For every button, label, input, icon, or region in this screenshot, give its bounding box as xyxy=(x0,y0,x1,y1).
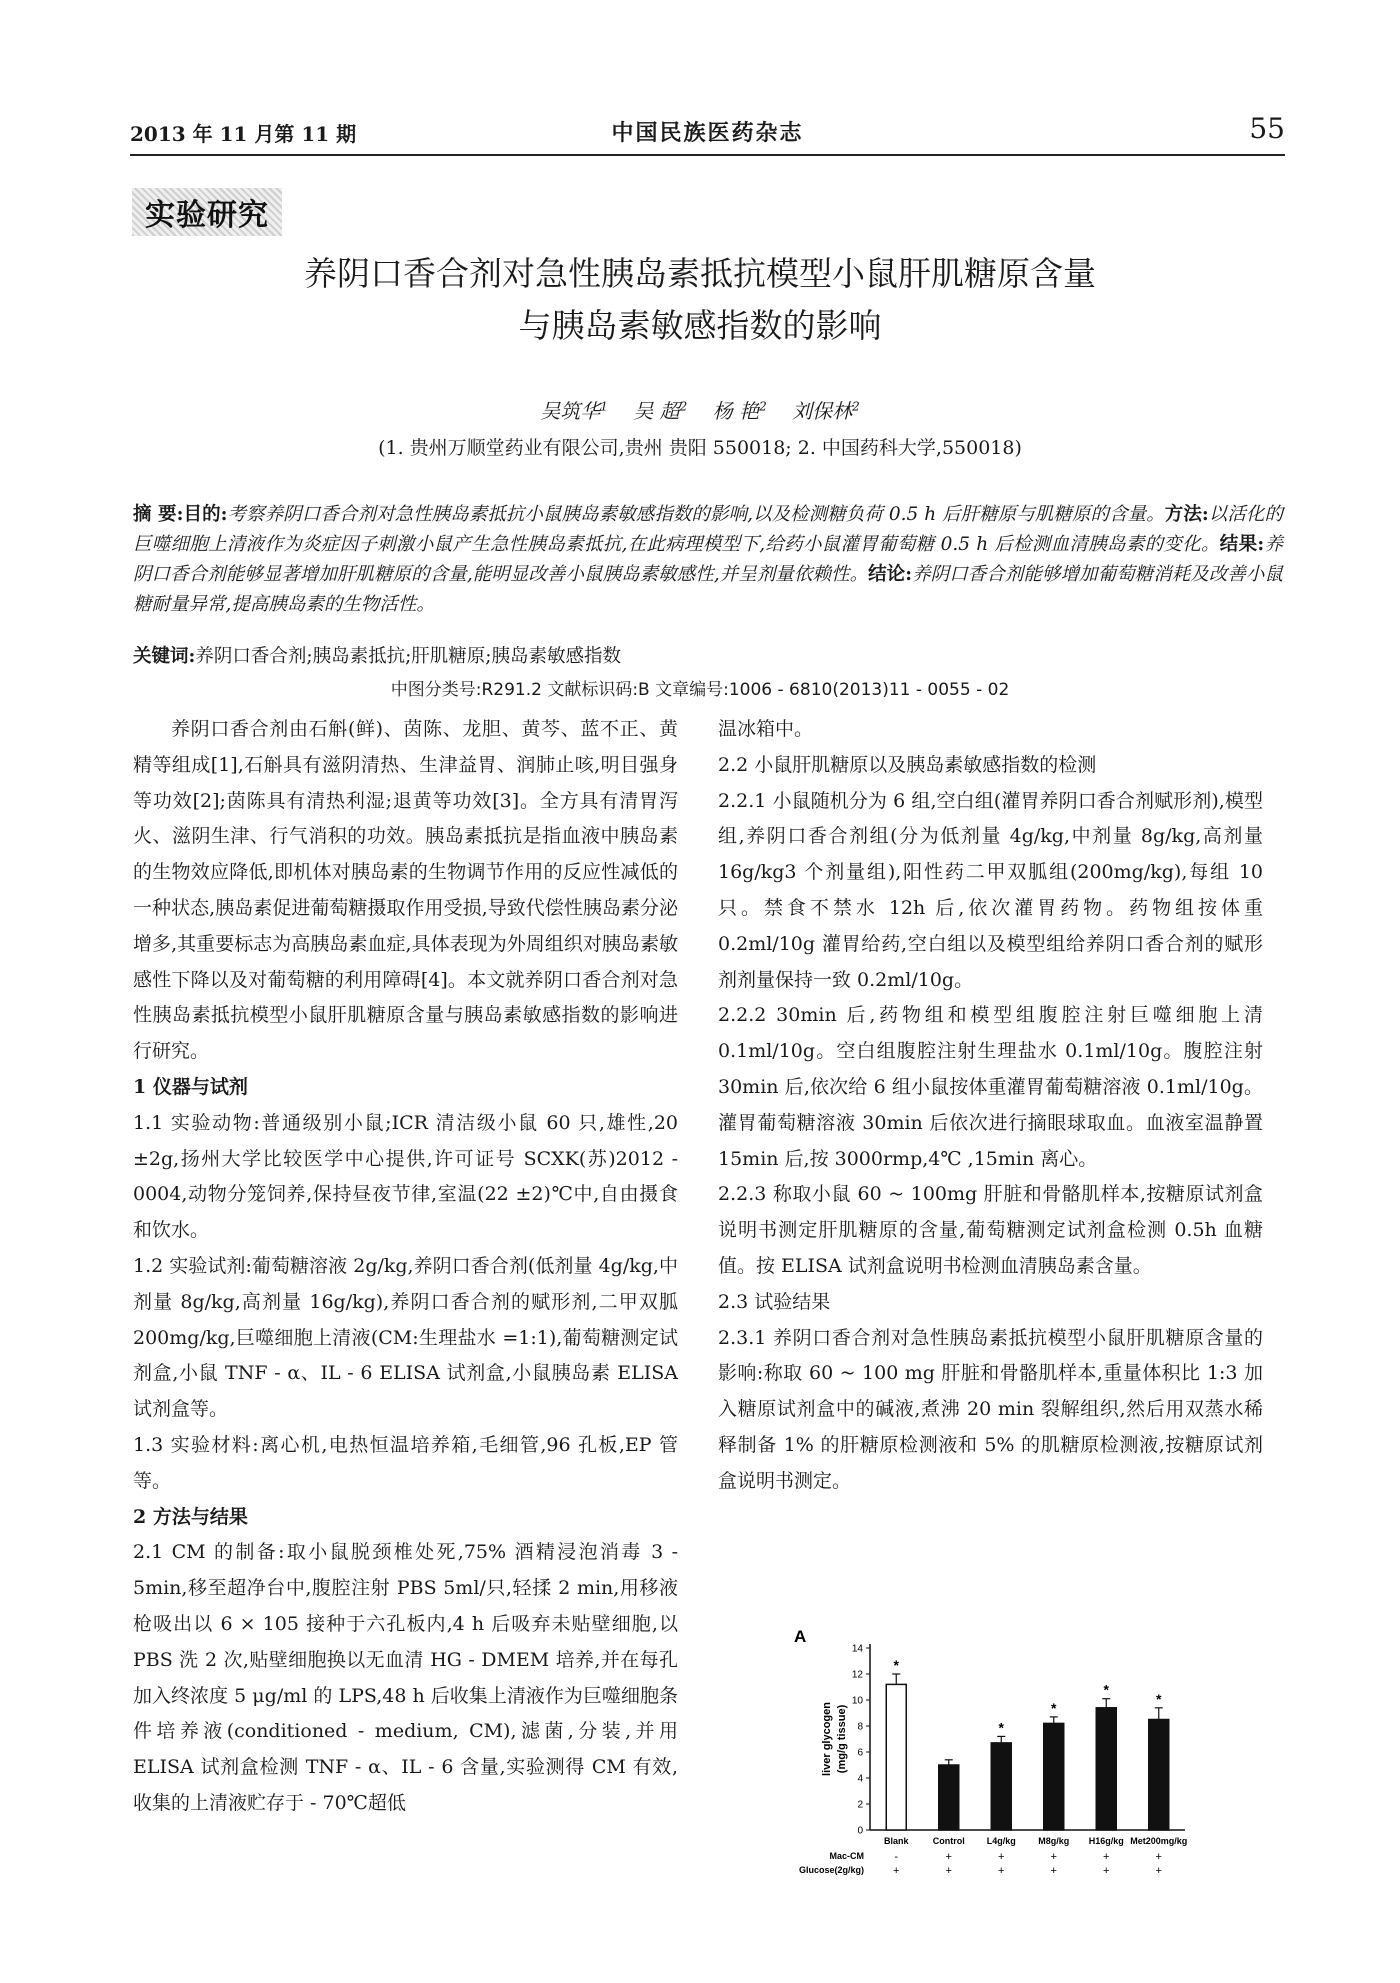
significance-marker: * xyxy=(893,1657,899,1673)
row2-sign: + xyxy=(1155,1865,1162,1877)
y-tick-label: 8 xyxy=(857,1721,863,1733)
article-title xyxy=(150,248,1250,352)
author-sup: 2 xyxy=(759,399,767,414)
bar xyxy=(939,1765,959,1830)
body-paragraph: 2.2.2 30min 后,药物组和模型组腹腔注射巨噬细胞上清 0.1ml/10g。空白组腹腔注射生理盐水 0.1ml/10g。腹腔注射 30min 后,依次给 6 组小鼠按体重灌胃葡萄糖溶液 0.1ml/10g。灌胃葡萄糖溶液 30min 后依次进行摘眼球取血。血液室温静置 15min 后,按 3000rmp,4℃ ,15min 离心。 xyxy=(718,1004,1263,1170)
section-tag xyxy=(132,188,282,236)
section-heading: 1 仪器与试剂 xyxy=(133,1075,248,1098)
y-tick-label: 4 xyxy=(857,1773,863,1785)
running-header xyxy=(130,112,1285,156)
panel-label: A xyxy=(794,1627,807,1646)
method-label: 方法: xyxy=(1164,504,1209,525)
y-tick-label: 0 xyxy=(857,1825,863,1837)
row1-sign: - xyxy=(894,1851,899,1863)
issue-label: 2013 年 11 月第 11 期 xyxy=(130,122,357,146)
figure-liver-glycogen xyxy=(790,1620,1190,1950)
significance-marker: * xyxy=(998,1719,1004,1736)
page-number: 55 xyxy=(1249,112,1285,145)
row2-sign: + xyxy=(945,1865,952,1877)
keywords-label: 关键词: xyxy=(133,646,196,667)
row1-sign: + xyxy=(998,1851,1005,1863)
body-paragraph: 2.3 试验结果 xyxy=(718,1290,831,1313)
objective-label: 目的: xyxy=(183,504,228,525)
significance-marker: * xyxy=(1103,1681,1109,1698)
abstract xyxy=(133,500,1283,620)
abstract-label: 摘 要: xyxy=(133,504,184,525)
y-tick-label: 14 xyxy=(851,1643,863,1655)
row2-sign: + xyxy=(998,1865,1005,1877)
section-heading: 2 方法与结果 xyxy=(133,1505,248,1528)
y-tick-label: 10 xyxy=(851,1695,863,1707)
row1-sign: + xyxy=(1155,1851,1162,1863)
bar xyxy=(1149,1720,1169,1831)
y-axis-label-line1: liver glycogen xyxy=(821,1702,833,1776)
right-column xyxy=(718,712,1263,1500)
x-tick-label: Blank xyxy=(883,1836,909,1846)
body-paragraph: 2.3.1 养阴口香合剂对急性胰岛素抵抗模型小鼠肝肌糖原含量的影响:称取 60 ~ 100 mg 肝脏和骨骼肌样本,重量体积比 1:3 加入糖原试剂盒中的碱液,煮沸 20 min 裂解组织,然后用双蒸水稀释制备 1% 的肝糖原检测液和 5% 的肌糖原检测液,按糖原试剂盒说明书测定。 xyxy=(718,1326,1263,1492)
body-paragraph: 1.3 实验材料:离心机,电热恒温培养箱,毛细管,96 孔板,EP 管等。 xyxy=(133,1433,678,1492)
bar xyxy=(1044,1723,1064,1830)
x-tick-label: L4g/kg xyxy=(986,1836,1016,1846)
row1-sign: + xyxy=(1103,1851,1110,1863)
body-paragraph: 1.1 实验动物:普通级别小鼠;ICR 清洁级小鼠 60 只,雄性,20 ±2g,扬州大学比较医学中心提供,许可证号 SCXK(苏)2012 - 0004,动物分笼饲养,保持昼夜节律,室温(22 ±2)℃中,自由摄食和饮水。 xyxy=(133,1111,678,1242)
y-tick-label: 2 xyxy=(857,1799,863,1811)
row2-sign: + xyxy=(1103,1865,1110,1877)
author-sup: 1 xyxy=(600,399,608,414)
x-tick-label: Control xyxy=(932,1836,965,1846)
significance-marker: * xyxy=(1051,1699,1057,1716)
author-name: 吴 超 xyxy=(633,399,680,423)
method-text: 以活化的巨噬细胞上清液作为炎症因子刺激小鼠产生急性胰岛素抵抗,在此病理模型下,给药小鼠灌胃葡萄糖 0.5 h 后检测血清胰岛素的变化。 xyxy=(133,504,1283,555)
body-paragraph: 2.2 小鼠肝肌糖原以及胰岛素敏感指数的检测 xyxy=(718,753,1097,776)
body-paragraph: 2.2.1 小鼠随机分为 6 组,空白组(灌胃养阴口香合剂赋形剂),模型组,养阴口香合剂组(分为低剂量 4g/kg,中剂量 8g/kg,高剂量 16g/kg3 个剂量组),阳性药二甲双胍组(200mg/kg),每组 10 只。禁食不禁水 12h 后,依次灌胃药物。药物组按体重 0.2ml/10g 灌胃给药,空白组以及模型组给养阴口香合剂的赋形剂剂量保持一致 0.2ml/10g。 xyxy=(718,789,1263,991)
title-line-1: 养阴口香合剂对急性胰岛素抵抗模型小鼠肝肌糖原含量 xyxy=(304,254,1096,293)
body-paragraph: 温冰箱中。 xyxy=(718,718,814,740)
author-list xyxy=(0,395,1400,424)
bar xyxy=(886,1684,906,1830)
section-tag-label: 实验研究 xyxy=(145,198,269,233)
x-tick-label: Met200mg/kg xyxy=(1130,1836,1188,1846)
journal-name: 中国民族医药杂志 xyxy=(611,120,804,146)
keywords-text: 养阴口香合剂;胰岛素抵抗;肝肌糖原;胰岛素敏感指数 xyxy=(195,646,622,667)
bar-chart xyxy=(790,1620,1190,1950)
bar xyxy=(1096,1708,1116,1830)
author-sup: 2 xyxy=(852,399,860,414)
affiliations: (1. 贵州万顺堂药业有限公司,贵州 贵阳 550018; 2. 中国药科大学,550018) xyxy=(378,437,1022,459)
conclusion-label: 结论: xyxy=(868,564,913,585)
conclusion-text: 养阴口香合剂能够增加葡萄糖消耗及改善小鼠糖耐量异常,提高胰岛素的生物活性。 xyxy=(133,564,1283,615)
y-axis-label-line2: (mg/g tissue) xyxy=(836,1704,848,1774)
y-tick-label: 6 xyxy=(857,1747,863,1759)
bar xyxy=(991,1743,1011,1830)
row1-sign: + xyxy=(945,1851,952,1863)
row2-sign: + xyxy=(1050,1865,1057,1877)
author-name: 吴筑华 xyxy=(540,399,601,423)
author-name: 刘保林 xyxy=(792,399,853,423)
row1-sign: + xyxy=(1050,1851,1057,1863)
x-tick-label: M8g/kg xyxy=(1038,1836,1070,1846)
left-column xyxy=(133,712,678,1822)
classification-line: 中图分类号:R291.2 文献标识码:B 文章编号:1006 - 6810(2013)11 - 0055 - 02 xyxy=(390,680,1010,700)
body-paragraph: 养阴口香合剂由石斛(鲜)、茵陈、龙胆、黄芩、蓝不正、黄精等组成[1],石斛具有滋阴清热、生津益胃、润肺止咳,明目强身等功效[2];茵陈具有清热利湿;退黄等功效[3]。全方具有清胃泻火、滋阴生津、行气消积的功效。胰岛素抵抗是指血液中胰岛素的生物效应降低,即机体对胰岛素的生物调节作用的反应性减低的一种状态,胰岛素促进葡萄糖摄取作用受损,导致代偿性胰岛素分泌增多,其重要标志为高胰岛素血症,具体表现为外周组织对胰岛素敏感性下降以及对葡萄糖的利用障碍[4]。本文就养阴口香合剂对急性胰岛素抵抗模型小鼠肝肌糖原含量与胰岛素敏感指数的影响进行研究。 xyxy=(133,718,678,1063)
author-sup: 2 xyxy=(679,399,688,414)
objective-text: 考察养阴口香合剂对急性胰岛素抵抗小鼠胰岛素敏感指数的影响,以及检测糖负荷 0.5 h 后肝糖原与肌糖原的含量。 xyxy=(227,504,1165,525)
body-paragraph: 2.2.3 称取小鼠 60 ~ 100mg 肝脏和骨骼肌样本,按糖原试剂盒说明书测定肝肌糖原的含量,葡萄糖测定试剂盒检测 0.5h 血糖值。按 ELISA 试剂盒说明书检测血清胰岛素含量。 xyxy=(718,1183,1263,1277)
row2-sign: + xyxy=(893,1865,900,1877)
row2-label: Glucose(2g/kg) xyxy=(798,1865,864,1875)
x-tick-label: H16g/kg xyxy=(1088,1836,1124,1846)
result-text: 养阴口香合剂能够显著增加肝肌糖原的含量,能明显改善小鼠胰岛素敏感性,并呈剂量依赖性。 xyxy=(133,534,1283,585)
result-label: 结果: xyxy=(1219,534,1265,555)
significance-marker: * xyxy=(1156,1690,1162,1707)
author-name: 杨 艳 xyxy=(712,399,760,423)
y-tick-label: 12 xyxy=(851,1669,863,1681)
body-paragraph: 1.2 实验试剂:葡萄糖溶液 2g/kg,养阴口香合剂(低剂量 4g/kg,中剂量 8g/kg,高剂量 16g/kg),养阴口香合剂的赋形剂,二甲双胍 200mg/kg,巨噬细胞上清液(CM:生理盐水 =1:1),葡萄糖测定试剂盒,小鼠 TNF - α、IL - 6 ELISA 试剂盒,小鼠胰岛素 ELISA 试剂盒等。 xyxy=(133,1254,678,1421)
title-line-2: 与胰岛素敏感指数的影响 xyxy=(518,306,882,345)
row1-label: Mac-CM xyxy=(829,1851,864,1861)
keywords xyxy=(133,642,1283,672)
body-paragraph: 2.1 CM 的制备:取小鼠脱颈椎处死,75% 酒精浸泡消毒 3 - 5min,移至超净台中,腹腔注射 PBS 5ml/只,轻揉 2 min,用移液枪吸出以 6 × 105 接种于六孔板内,4 h 后吸弃未贴壁细胞,以 PBS 洗 2 次,贴壁细胞换以无血清 HG - DMEM 培养,并在每孔加入终浓度 5 μg/ml 的 LPS,48 h 后收集上清液作为巨噬细胞条件培养液(conditioned - medium, CM),滤菌,分装,并用 ELISA 试剂盒检测 TNF - α、IL - 6 含量,实验测得 CM 有效,收集的上清液贮存于 - 70℃超低 xyxy=(133,1541,678,1814)
